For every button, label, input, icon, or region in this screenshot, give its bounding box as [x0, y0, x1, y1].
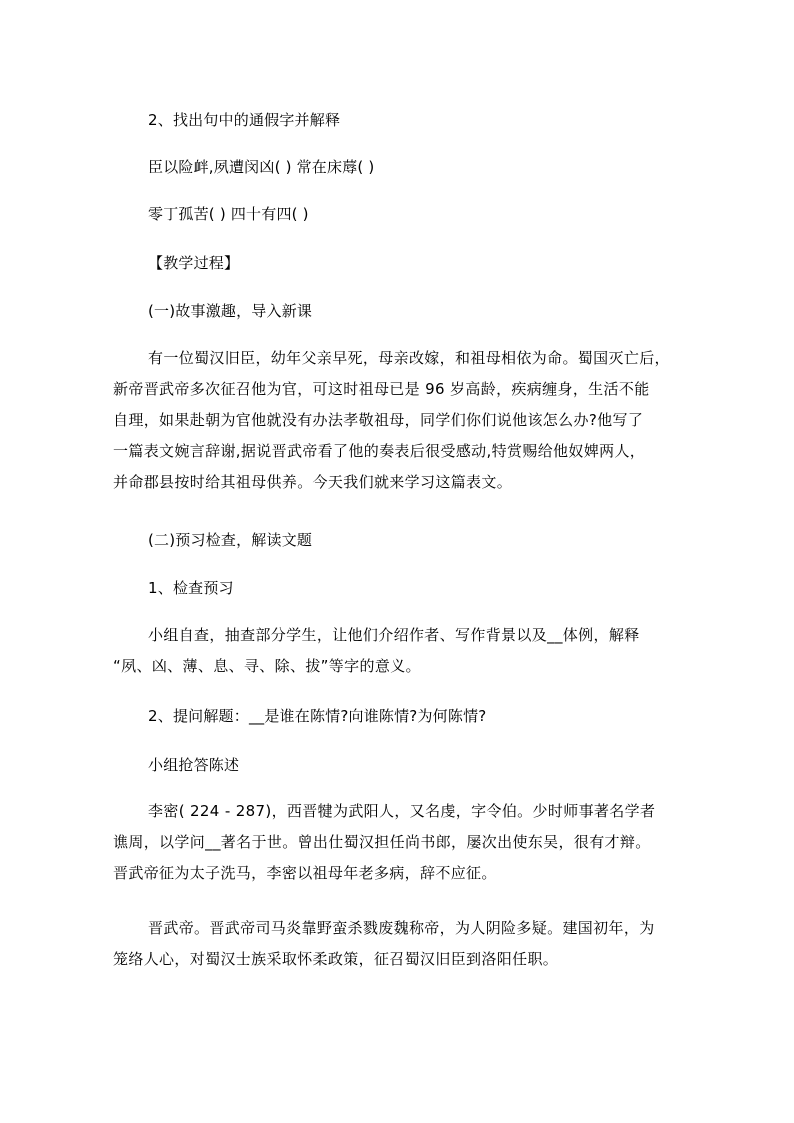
author-line: 李密( 224 - 287)，西晋犍为武阳人，又名虔，字令伯。少时师事著名学者: [148, 802, 656, 820]
question-title: 2、提问解题：__是谁在陈情?向谁陈情?为何陈情?: [148, 707, 487, 725]
step-two-title: (二)预习检查，解读文题: [148, 531, 313, 549]
group-check-line: “夙、凶、薄、息、寻、除、拔”等字的意义。: [113, 657, 421, 675]
emperor-line: 笼络人心，对蜀汉士族采取怀柔政策，征召蜀汉旧臣到洛阳任职。: [113, 950, 559, 968]
answer-title: 小组抢答陈述: [148, 756, 240, 774]
preview-check-title: 1、检查预习: [148, 579, 234, 597]
author-line: 谯周，以学问__著名于世。曾出仕蜀汉担任尚书郎，屡次出使东吴，很有才辩。: [113, 833, 651, 851]
story-line: 有一位蜀汉旧臣，幼年父亲早死，母亲改嫁，和祖母相依为命。蜀国灭亡后，: [148, 349, 670, 367]
author-line: 晋武帝征为太子洗马，李密以祖母年老多病，辞不应征。: [113, 864, 497, 882]
step-one-title: (一)故事激趣，导入新课: [148, 302, 313, 320]
author-paragraph: [113, 796, 683, 889]
story-line: 并命郡县按时给其祖母供养。今天我们就来学习这篇表文。: [113, 473, 513, 491]
exercise-line-2: 零丁孤苦( ) 四十有四( ): [148, 205, 309, 223]
section-title: 【教学过程】: [148, 254, 240, 272]
group-check-paragraph: [113, 620, 683, 682]
exercise-line-1: 臣以险衅,夙遭闵凶( ) 常在床蓐( ): [148, 158, 375, 176]
story-paragraph: [113, 343, 683, 498]
group-check-line: 小组自查，抽查部分学生，让他们介绍作者、写作背景以及__体例，解释: [148, 626, 640, 644]
story-line: 自理，如果赴朝为官他就没有办法孝敬祖母，同学们你们说他该怎么办?他写了: [113, 411, 644, 429]
exercise-heading: 2、找出句中的通假字并解释: [148, 111, 341, 129]
story-line: 新帝晋武帝多次征召他为官，可这时祖母已是 96 岁高龄，疾病缠身，生活不能: [113, 380, 650, 398]
emperor-line: 晋武帝。晋武帝司马炎靠野蛮杀戮废魏称帝，为人阴险多疑。建国初年，为: [148, 919, 655, 937]
story-line: 一篇表文婉言辞谢,据说晋武帝看了他的奏表后很受感动,特赏赐给他奴婢两人，: [113, 442, 646, 460]
emperor-paragraph: [113, 913, 683, 975]
